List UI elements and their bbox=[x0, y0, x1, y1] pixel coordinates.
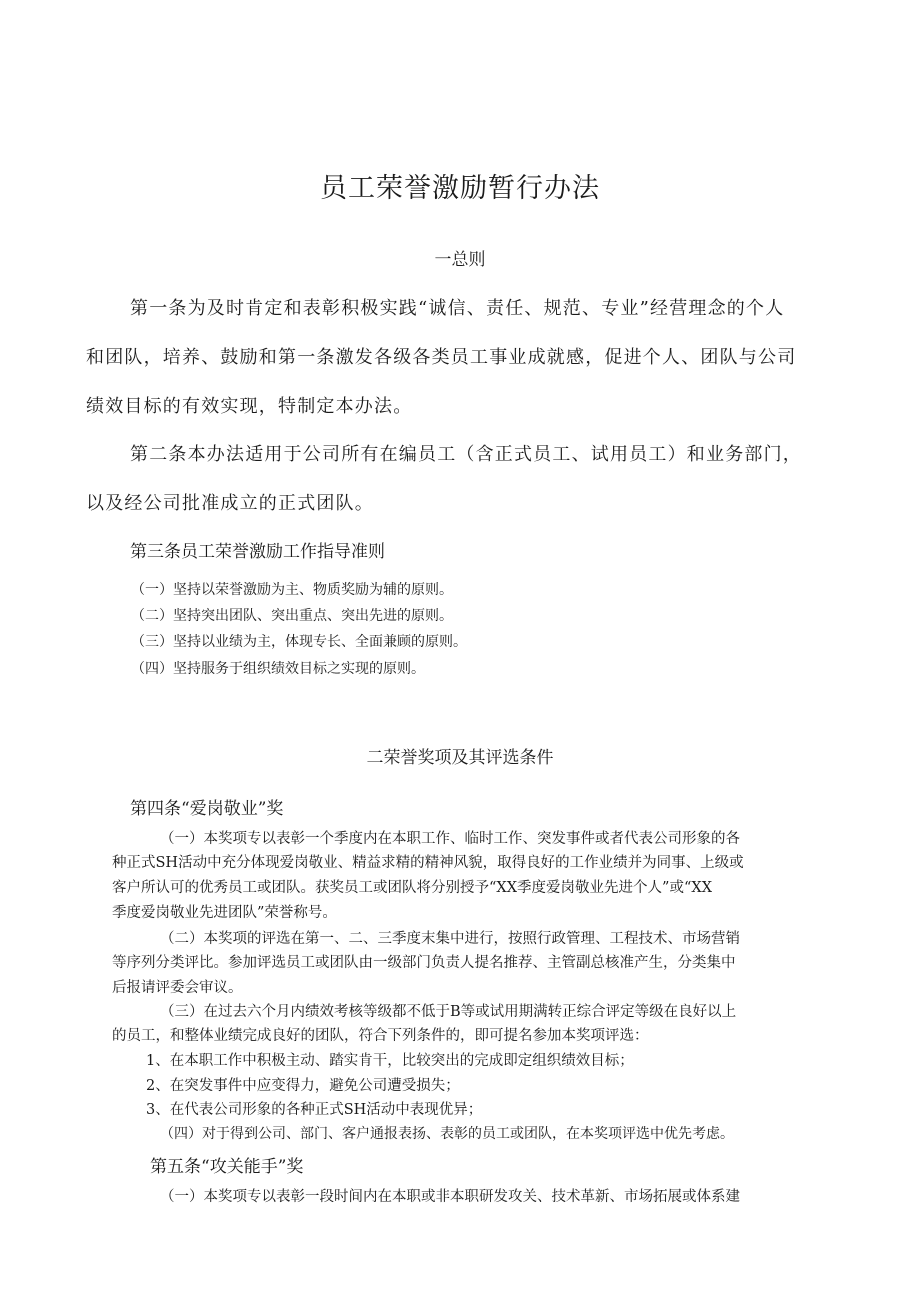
article-1-line-2: 和团队，培养、鼓励和第一条激发各级各类员工事业成就感，促进个人、团队与公司 bbox=[86, 347, 797, 368]
article-4-condition-1: 1、在本职工作中积极主动、踏实肯干，比较突出的完成即定组织绩效目标； bbox=[146, 1053, 634, 1069]
article-1-line-3: 绩效目标的有效实现，特制定本办法。 bbox=[86, 396, 413, 417]
article-4-p2-line-2: 等序列分类评比。参加评选员工或团队由一级部门负责人提名推荐、主管副总核准产生，分类集中 bbox=[112, 955, 736, 971]
article-2-line-2: 以及经公司批准成立的正式团队。 bbox=[86, 493, 374, 514]
document-title: 员工荣誉激励暂行办法 bbox=[320, 173, 600, 204]
article-2-line-1: 第二条本办法适用于公司所有在编员工（含正式员工、试用员工）和业务部门， bbox=[130, 444, 802, 465]
article-3-item-2: （二）坚持突出团队、突出重点、突出先进的原则。 bbox=[131, 608, 453, 624]
section-heading-general: 一总则 bbox=[434, 250, 486, 270]
article-5-p1-line-1: （一）本奖项专以表彰一段时间内在本职或非本职研发攻关、技术革新、市场拓展或体系建 bbox=[160, 1189, 740, 1205]
article-4-condition-3: 3、在代表公司形象的各种正式SH活动中表现优异； bbox=[146, 1102, 483, 1118]
article-4-p1-line-2: 种正式SH活动中充分体现爱岗敬业、精益求精的精神风貌，取得良好的工作业绩并为同事、上级或 bbox=[112, 855, 744, 871]
article-5-title: 第五条“攻关能手”奖 bbox=[150, 1157, 304, 1177]
article-4-condition-2: 2、在突发事件中应变得力，避免公司遭受损失； bbox=[146, 1078, 460, 1094]
article-4-p2-line-1: （二）本奖项的评选在第一、二、三季度末集中进行，按照行政管理、工程技术、市场营销 bbox=[160, 931, 740, 947]
article-3-item-1: （一）坚持以荣誉激励为主、物质奖励为辅的原则。 bbox=[131, 582, 453, 598]
article-4-p1-line-3: 客户所认可的优秀员工或团队。获奖员工或团队将分别授予“XX季度爱岗敬业先进个人”或“XX bbox=[112, 880, 713, 896]
article-4-p4: （四）对于得到公司、部门、客户通报表扬、表彰的员工或团队，在本奖项评选中优先考虑。 bbox=[160, 1126, 734, 1142]
article-4-p2-line-3: 后报请评委会审议。 bbox=[112, 980, 243, 996]
article-3-item-3: （三）坚持以业绩为主，体现专长、全面兼顾的原则。 bbox=[131, 634, 467, 650]
article-4-p1-line-4: 季度爱岗敬业先进团队”荣誉称号。 bbox=[112, 905, 337, 921]
article-1-line-1: 第一条为及时肯定和表彰积极实践“诚信、责任、规范、专业”经营理念的个人 bbox=[130, 298, 785, 319]
section-heading-honors: 二荣誉奖项及其评选条件 bbox=[366, 748, 554, 768]
article-4-p3-line-1: （三）在过去六个月内绩效考核等级都不低于B等或试用期满转正综合评定等级在良好以上 bbox=[160, 1004, 737, 1020]
article-4-p1-line-1: （一）本奖项专以表彰一个季度内在本职工作、临时工作、突发事件或者代表公司形象的各 bbox=[160, 831, 740, 847]
article-3-item-4: （四）坚持服务于组织绩效目标之实现的原则。 bbox=[131, 661, 425, 677]
article-4-p3-line-2: 的员工，和整体业绩完成良好的团队，符合下列条件的，即可提名参加本奖项评选： bbox=[112, 1028, 649, 1044]
article-4-title: 第四条“爱岗敬业”奖 bbox=[130, 799, 284, 819]
article-3-title: 第三条员工荣誉激励工作指导准则 bbox=[130, 542, 385, 562]
